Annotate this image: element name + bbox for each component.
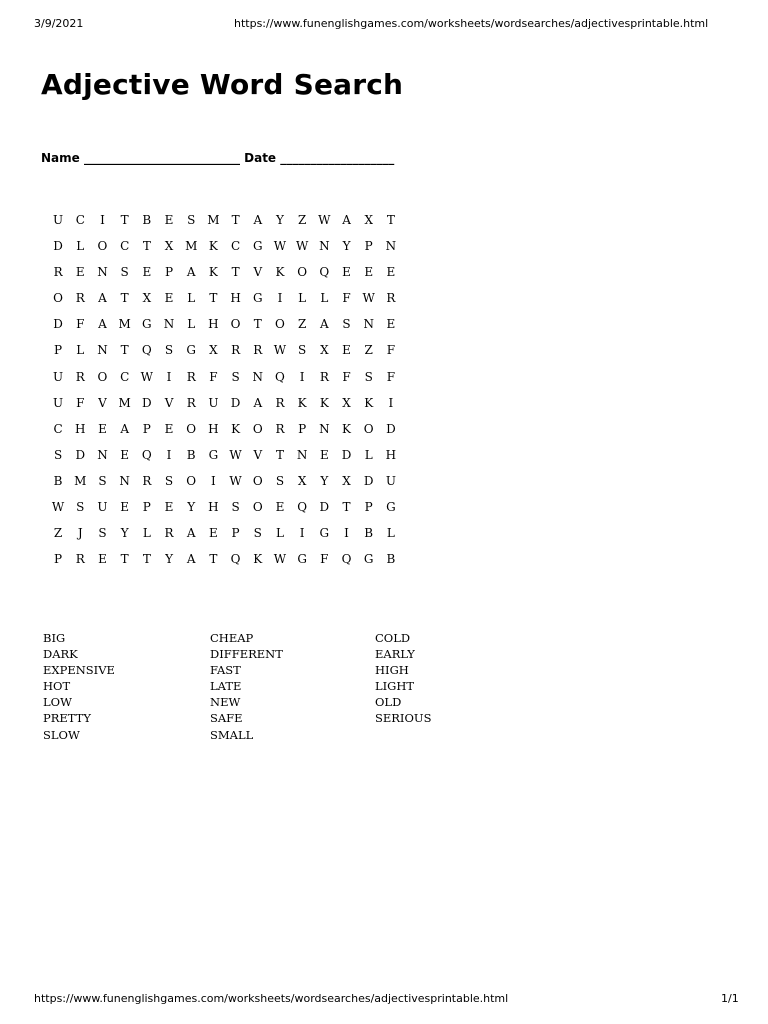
grid-letter: M <box>74 473 87 488</box>
grid-letter: E <box>164 421 174 436</box>
grid-letter: F <box>342 291 351 306</box>
grid-letter: A <box>253 213 263 227</box>
grid-letter: W <box>318 213 331 227</box>
grid-letter: Q <box>141 447 152 462</box>
grid-letter: N <box>363 317 374 332</box>
grid-letter: D <box>53 317 63 332</box>
grid-letter: I <box>211 473 216 488</box>
name-date-line: Name __________________________ Date ___________________ <box>41 151 395 165</box>
grid-letter: T <box>142 239 151 254</box>
grid-letter: A <box>120 421 129 436</box>
grid-letter: W <box>51 500 65 515</box>
word-list-item: HIGH <box>375 663 409 678</box>
header-date: 3/9/2021 <box>34 17 84 30</box>
grid-letter: P <box>364 500 373 515</box>
grid-letter: T <box>120 291 129 306</box>
grid-letter: Y <box>276 213 284 227</box>
grid-letter: G <box>319 526 330 541</box>
grid-letter: U <box>385 473 396 488</box>
grid-letter: F <box>209 369 218 384</box>
grid-letter: U <box>53 395 64 410</box>
word-list-item: SAFE <box>210 711 243 726</box>
letter-grid <box>47 211 402 576</box>
grid-letter: K <box>208 239 218 254</box>
grid-letter: I <box>299 526 305 541</box>
grid-letter: W <box>229 447 242 462</box>
grid-letter: K <box>342 421 352 436</box>
grid-letter: B <box>364 526 374 541</box>
grid-letter: N <box>97 447 108 462</box>
grid-letter: H <box>208 317 219 332</box>
grid-letter: P <box>54 343 63 358</box>
grid-letter: R <box>75 552 85 567</box>
grid-letter: X <box>297 473 307 488</box>
grid-letter: N <box>385 239 397 254</box>
grid-letter: R <box>75 369 85 384</box>
grid-letter: R <box>75 291 85 306</box>
grid-letter: H <box>75 421 86 436</box>
grid-letter: B <box>142 213 152 227</box>
grid-letter: R <box>142 473 152 488</box>
word-list-item: PRETTY <box>43 711 91 726</box>
grid-letter: I <box>277 291 283 306</box>
grid-letter: S <box>98 473 107 488</box>
grid-letter: R <box>253 343 263 358</box>
grid-letter: D <box>319 500 330 515</box>
grid-letter: T <box>386 213 395 227</box>
grid-letter: I <box>166 447 172 462</box>
grid-letter: E <box>164 500 174 515</box>
grid-letter: E <box>98 552 107 567</box>
grid-letter: M <box>118 317 131 332</box>
grid-letter: G <box>252 291 263 306</box>
grid-letter: A <box>186 265 196 280</box>
grid-letter: K <box>364 395 374 410</box>
grid-row <box>47 524 402 550</box>
grid-letter: Z <box>297 213 307 227</box>
grid-letter: A <box>186 552 196 567</box>
grid-letter: H <box>208 421 219 436</box>
word-list-item: SLOW <box>43 727 80 742</box>
word-list-item: SMALL <box>210 727 254 742</box>
grid-letter: E <box>164 291 174 306</box>
grid-letter: P <box>364 239 373 254</box>
grid-letter: T <box>275 447 284 462</box>
grid-letter: G <box>252 239 263 254</box>
grid-letter: I <box>100 213 105 227</box>
grid-letter: F <box>76 395 85 410</box>
grid-letter: N <box>319 239 330 254</box>
grid-letter: C <box>53 421 63 436</box>
grid-letter: N <box>97 265 108 280</box>
grid-letter: S <box>164 343 174 358</box>
grid-letter: M <box>118 395 131 410</box>
grid-letter: Q <box>297 500 308 515</box>
grid-letter: A <box>186 526 196 541</box>
grid-letter: L <box>187 291 196 306</box>
grid-letter: X <box>342 473 351 488</box>
grid-letter: O <box>275 317 285 332</box>
grid-letter: I <box>344 526 349 541</box>
grid-letter: X <box>209 343 218 358</box>
grid-letter: W <box>273 239 287 254</box>
grid-letter: N <box>319 421 330 436</box>
footer-url: https://www.funenglishgames.com/worksheets/wordsearches/adjectivesprintable.html <box>34 992 509 1005</box>
grid-letter: D <box>142 395 152 410</box>
grid-letter: E <box>319 447 329 462</box>
grid-letter: N <box>163 317 175 332</box>
grid-letter: D <box>386 421 396 436</box>
grid-letter: W <box>273 552 287 567</box>
word-list-item: LATE <box>210 679 242 694</box>
grid-letter: D <box>53 239 63 254</box>
grid-letter: R <box>319 369 329 384</box>
grid-letter: D <box>75 447 86 462</box>
grid-letter: U <box>208 395 219 410</box>
grid-letter: X <box>342 395 351 410</box>
grid-letter: O <box>186 421 197 436</box>
grid-letter: Y <box>342 239 351 254</box>
grid-letter: N <box>97 343 108 358</box>
grid-letter: Q <box>141 343 152 358</box>
grid-letter: S <box>76 500 85 515</box>
grid-letter: T <box>120 343 129 358</box>
grid-letter: U <box>53 213 64 227</box>
grid-letter: F <box>342 369 351 384</box>
grid-row <box>47 315 402 341</box>
grid-letter: R <box>275 395 285 410</box>
grid-letter: K <box>297 395 307 410</box>
grid-letter: K <box>208 265 218 280</box>
grid-letter: N <box>252 369 264 384</box>
grid-letter: Y <box>187 500 196 515</box>
grid-letter: T <box>209 552 218 567</box>
grid-letter: E <box>120 500 130 515</box>
grid-letter: X <box>364 213 373 227</box>
footer-page-number: 1/1 <box>721 992 739 1005</box>
grid-letter: W <box>229 473 242 488</box>
grid-letter: A <box>98 317 107 332</box>
grid-letter: Z <box>364 343 373 358</box>
grid-letter: L <box>142 526 151 541</box>
grid-letter: S <box>342 317 351 332</box>
grid-row <box>47 263 402 289</box>
grid-letter: S <box>164 473 174 488</box>
grid-letter: S <box>298 343 307 358</box>
grid-letter: I <box>166 369 172 384</box>
grid-letter: S <box>231 500 240 515</box>
grid-letter: A <box>98 291 107 306</box>
word-list-item: NEW <box>210 695 241 710</box>
grid-letter: E <box>164 213 174 227</box>
grid-letter: P <box>298 421 307 436</box>
grid-letter: B <box>53 473 63 488</box>
grid-letter: B <box>186 447 196 462</box>
grid-row <box>47 289 402 315</box>
grid-letter: L <box>76 239 85 254</box>
grid-letter: K <box>275 265 285 280</box>
grid-letter: E <box>142 265 152 280</box>
grid-letter: Q <box>341 552 352 567</box>
grid-letter: T <box>231 265 240 280</box>
grid-letter: P <box>142 421 151 436</box>
grid-letter: E <box>209 526 218 541</box>
grid-letter: A <box>320 317 329 332</box>
word-list-item: LIGHT <box>375 679 415 694</box>
grid-letter: J <box>77 526 83 541</box>
grid-letter: P <box>231 526 240 541</box>
grid-letter: P <box>142 500 151 515</box>
grid-letter: S <box>187 213 196 227</box>
grid-row <box>47 368 402 394</box>
grid-letter: R <box>164 526 174 541</box>
grid-letter: F <box>320 552 329 567</box>
grid-letter: D <box>363 473 374 488</box>
grid-letter: M <box>207 213 220 227</box>
grid-letter: C <box>120 239 130 254</box>
grid-letter: W <box>295 239 309 254</box>
grid-letter: F <box>76 317 85 332</box>
grid-letter: O <box>53 291 64 306</box>
grid-letter: T <box>142 552 151 567</box>
grid-letter: W <box>273 343 287 358</box>
grid-letter: H <box>230 291 241 306</box>
grid-letter: E <box>275 500 285 515</box>
word-list-item: DARK <box>43 647 78 662</box>
grid-letter: T <box>231 213 240 227</box>
grid-letter: E <box>75 265 85 280</box>
grid-letter: U <box>97 500 108 515</box>
grid-letter: E <box>120 447 130 462</box>
word-list-item: EXPENSIVE <box>43 663 115 678</box>
grid-letter: T <box>253 317 262 332</box>
grid-letter: L <box>275 526 284 541</box>
grid-letter: X <box>142 291 152 306</box>
grid-letter: O <box>97 369 108 384</box>
grid-letter: F <box>386 343 396 358</box>
grid-letter: S <box>231 369 240 384</box>
word-list-item: SERIOUS <box>375 711 432 726</box>
grid-letter: Y <box>165 552 173 567</box>
grid-letter: C <box>75 213 85 227</box>
grid-letter: X <box>320 343 329 358</box>
grid-letter: W <box>140 369 154 384</box>
grid-letter: C <box>120 369 130 384</box>
grid-letter: R <box>231 343 241 358</box>
grid-letter: Z <box>53 526 63 541</box>
grid-letter: Q <box>230 552 241 567</box>
grid-letter: E <box>386 265 396 280</box>
grid-letter: N <box>119 473 130 488</box>
grid-letter: S <box>53 447 63 462</box>
grid-letter: U <box>53 369 64 384</box>
grid-letter: S <box>120 265 129 280</box>
word-list-item: FAST <box>210 663 241 678</box>
word-list-item: HOT <box>43 679 71 694</box>
grid-row <box>47 341 402 367</box>
grid-letter: Q <box>319 265 330 280</box>
grid-letter: G <box>208 447 219 462</box>
grid-letter: N <box>296 447 308 462</box>
grid-letter: G <box>186 343 197 358</box>
grid-letter: Z <box>297 317 307 332</box>
grid-letter: S <box>364 369 373 384</box>
grid-letter: O <box>297 265 308 280</box>
word-list-item: OLD <box>375 695 402 710</box>
grid-row <box>47 237 402 263</box>
grid-letter: I <box>299 369 305 384</box>
word-list <box>43 630 495 743</box>
page-title: Adjective Word Search <box>41 68 404 101</box>
grid-letter: O <box>186 473 197 488</box>
grid-letter: I <box>388 395 394 410</box>
grid-letter: V <box>98 395 107 410</box>
grid-letter: L <box>187 317 196 332</box>
grid-row <box>47 211 402 237</box>
grid-letter: T <box>120 213 129 227</box>
word-list-item: DIFFERENT <box>210 647 283 662</box>
grid-row <box>47 472 402 498</box>
word-list-item: EARLY <box>375 647 415 662</box>
grid-row <box>47 550 402 576</box>
grid-letter: D <box>230 395 241 410</box>
header-url: https://www.funenglishgames.com/worksheets/wordsearches/adjectivesprintable.html <box>234 17 709 30</box>
grid-letter: M <box>185 239 198 254</box>
grid-letter: A <box>253 395 263 410</box>
grid-letter: L <box>320 291 329 306</box>
grid-letter: L <box>76 343 85 358</box>
grid-letter: K <box>231 421 241 436</box>
grid-letter: A <box>342 213 351 227</box>
grid-letter: V <box>253 265 263 280</box>
grid-letter: E <box>364 265 374 280</box>
grid-letter: O <box>97 239 108 254</box>
grid-letter: P <box>164 265 174 280</box>
grid-row <box>47 446 402 472</box>
grid-letter: L <box>386 526 395 541</box>
grid-letter: F <box>386 369 396 384</box>
grid-letter: H <box>385 447 397 462</box>
grid-letter: G <box>386 500 396 515</box>
word-list-item: BIG <box>43 631 66 645</box>
grid-letter: R <box>53 265 63 280</box>
grid-letter: O <box>252 473 263 488</box>
grid-letter: Q <box>275 369 285 384</box>
grid-letter: V <box>253 447 263 462</box>
grid-row <box>47 394 402 420</box>
grid-letter: R <box>186 369 196 384</box>
grid-letter: L <box>364 447 373 462</box>
grid-letter: R <box>186 395 196 410</box>
grid-letter: T <box>120 552 129 567</box>
word-list-item: LOW <box>43 695 72 710</box>
grid-letter: X <box>164 239 174 254</box>
grid-letter: S <box>253 526 262 541</box>
grid-letter: S <box>275 473 285 488</box>
grid-letter: E <box>342 265 351 280</box>
grid-letter: E <box>386 317 396 332</box>
grid-letter: O <box>230 317 241 332</box>
grid-letter: P <box>54 552 63 567</box>
grid-letter: G <box>142 317 152 332</box>
grid-letter: C <box>231 239 241 254</box>
word-list-item: COLD <box>375 631 411 645</box>
grid-letter: O <box>363 421 374 436</box>
grid-letter: G <box>363 552 374 567</box>
grid-letter: S <box>98 526 107 541</box>
grid-letter: V <box>164 395 174 410</box>
grid-letter: Y <box>320 473 329 488</box>
grid-letter: K <box>253 552 263 567</box>
grid-letter: D <box>341 447 352 462</box>
grid-letter: B <box>386 552 396 567</box>
grid-letter: G <box>297 552 307 567</box>
grid-letter: R <box>275 421 285 436</box>
grid-letter: O <box>252 500 263 515</box>
grid-letter: L <box>298 291 307 306</box>
grid-letter: W <box>362 291 375 306</box>
grid-row <box>47 420 402 446</box>
grid-letter: E <box>342 343 351 358</box>
grid-letter: Y <box>120 526 129 541</box>
grid-letter: K <box>319 395 329 410</box>
grid-letter: T <box>342 500 351 515</box>
grid-row <box>47 498 402 524</box>
grid-letter: E <box>98 421 107 436</box>
grid-letter: R <box>386 291 396 306</box>
grid-letter: O <box>252 421 263 436</box>
grid-letter: T <box>209 291 218 306</box>
word-list-item: CHEAP <box>210 631 254 645</box>
grid-letter: H <box>208 500 219 515</box>
